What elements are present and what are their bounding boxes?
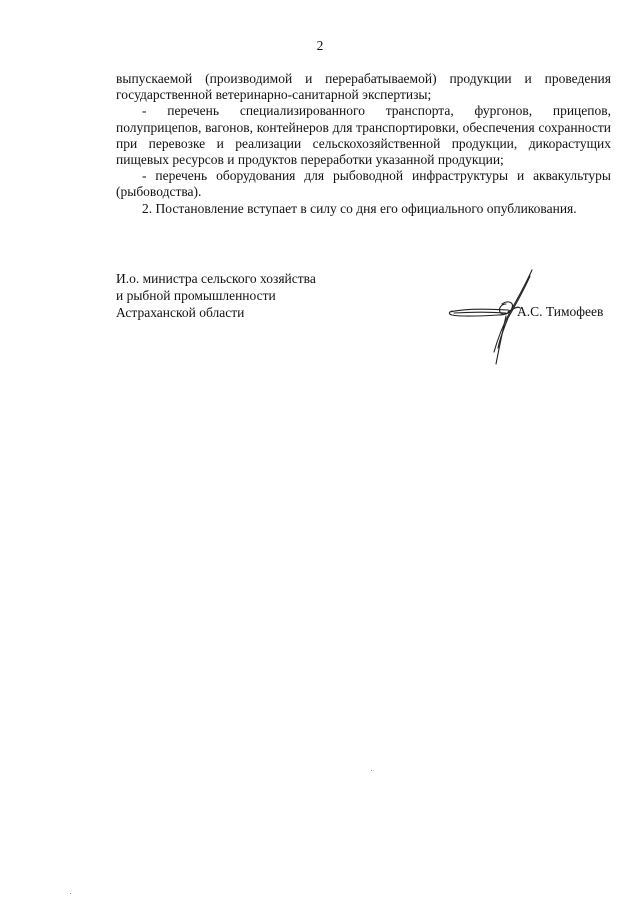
position-line-2: и рыбной промышленности: [116, 288, 276, 303]
signatory-name: А.С. Тимофеев: [517, 304, 604, 319]
body-text: [116, 71, 611, 217]
page-number: 2: [316, 38, 324, 53]
paragraph-3: - перечень оборудования для рыбоводной инфраструктуры и аквакультуры (рыбоводства).: [116, 168, 611, 200]
paragraph-4: 2. Постановление вступает в силу со дня его официального опубликования.: [142, 200, 577, 216]
paragraph-2: - перечень специализированного транспорта, фургонов, прицепов, полуприцепов, вагонов, контейнеров для транспортировки, обеспечения сохранности при перевозке и реализации сельскохозяйственной продукции, дикорастущих пищевых ресурсов и продуктов переработки указанной продукции;: [116, 103, 611, 168]
signatory-position: [116, 270, 316, 321]
position-line-3: Астраханской области: [116, 305, 245, 320]
paragraph-1: выпускаемой (производимой и перерабатываемой) продукции и проведения государственной ветеринарно-санитарной экспертизы;: [116, 71, 611, 103]
signature-stroke-2: [454, 312, 506, 313]
position-line-1: И.о. министра сельского хозяйства: [116, 271, 316, 286]
scan-speck: [371, 770, 372, 771]
scan-speck: [70, 893, 71, 894]
